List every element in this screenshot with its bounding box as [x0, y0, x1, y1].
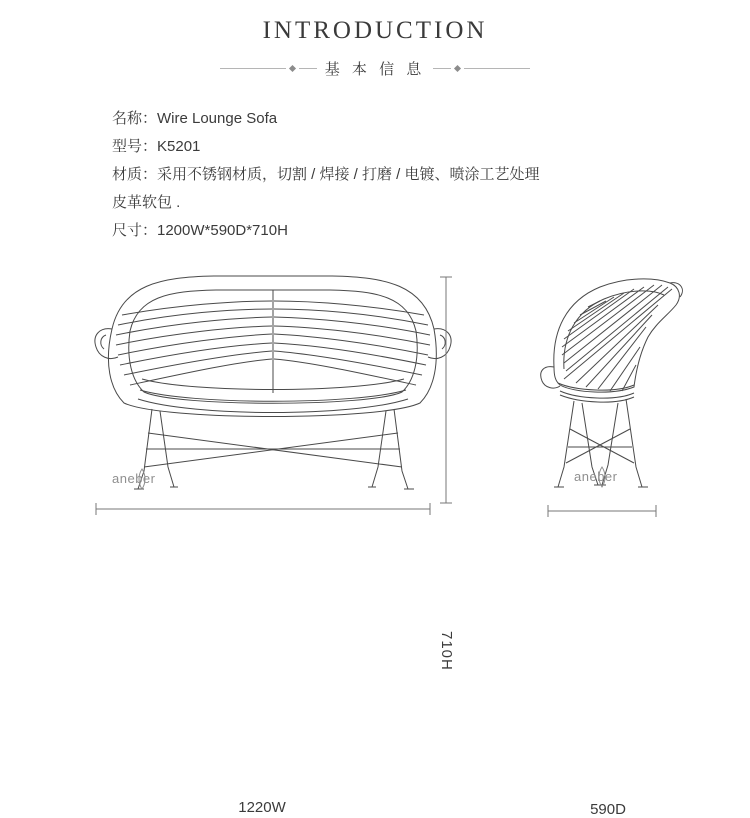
chair-svg	[530, 271, 710, 521]
sofa-svg	[82, 271, 462, 521]
ornament-line	[220, 68, 286, 69]
diamond-icon	[289, 65, 296, 72]
diamond-icon	[454, 65, 461, 72]
sofa-watermark	[112, 469, 156, 489]
spec-material: 材质：采用不锈钢材质，切割 / 焊接 / 打磨 / 电镀、喷涂工艺处理	[112, 166, 540, 183]
watermark-text: aneber	[574, 469, 618, 484]
dimension-depth: 590D	[590, 801, 626, 818]
spec-model: 型号：K5201	[112, 138, 201, 155]
spec-material-cont: 皮革软包 .	[112, 194, 181, 211]
page-subtitle: 基 本 信 息	[324, 61, 426, 78]
subtitle-row	[0, 58, 750, 79]
drawing-area	[0, 271, 750, 818]
dimension-height: 710H	[438, 631, 455, 671]
watermark-text: aneber	[112, 471, 156, 486]
chair-drawing	[530, 271, 710, 521]
spec-list	[112, 105, 750, 245]
page-title: INTRODUCTION	[262, 17, 488, 44]
ornament-line-short	[299, 68, 317, 69]
spec-size: 尺寸：1200W*590D*710H	[112, 222, 288, 239]
sofa-drawing	[82, 271, 462, 521]
chair-watermark	[574, 467, 618, 487]
ornament-right	[433, 66, 530, 71]
ornament-left	[220, 66, 317, 71]
page-header	[0, 0, 750, 79]
spec-name: 名称：Wire Lounge Sofa	[112, 110, 278, 127]
ornament-line-short	[433, 68, 451, 69]
dimension-width: 1220W	[238, 799, 286, 816]
ornament-line	[464, 68, 530, 69]
